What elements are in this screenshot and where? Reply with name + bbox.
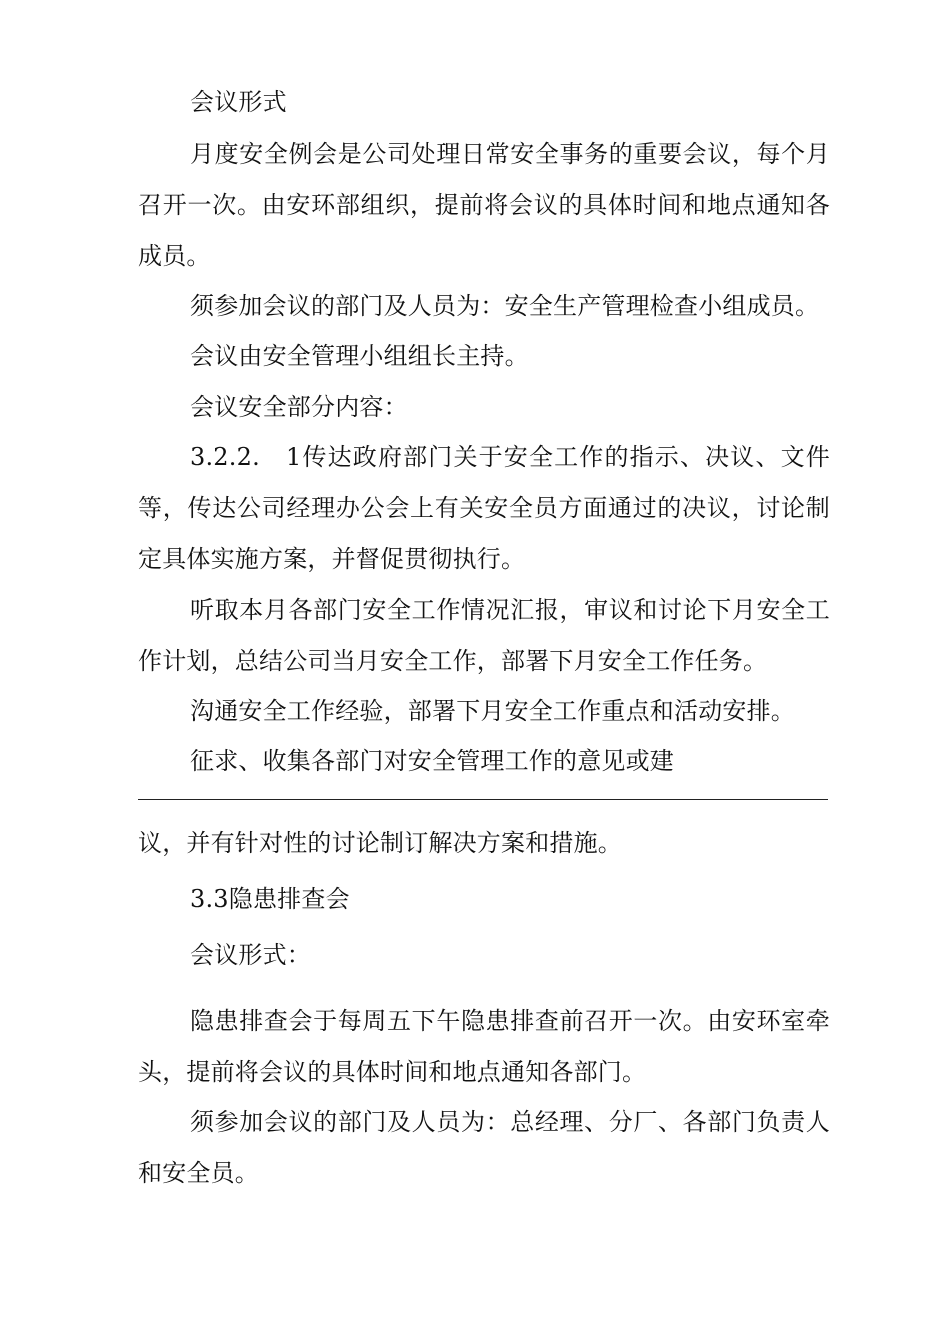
hazard-meeting-attendees: 须参加会议的部门及人员为：总经理、分厂、各部门负责人和安全员。 [138, 1108, 830, 1187]
content-item-4-part1: 征求、收集各部门对安全管理工作的意见或建 [190, 747, 674, 775]
meeting-form-heading: 会议形式 [190, 88, 287, 116]
monthly-meeting-attendees: 须参加会议的部门及人员为：安全生产管理检查小组成员。 [190, 292, 820, 320]
content-item-1: 3.2.2. 1传达政府部门关于安全工作的指示、决议、文件等，传达公司经理办公会上有关安全员方面通过的决议，讨论制定具体实施方案，并督促贯彻执行。 [138, 443, 830, 573]
monthly-meeting-chair: 会议由安全管理小组组长主持。 [190, 342, 529, 370]
hazard-meeting-form-heading: 会议形式： [190, 941, 311, 969]
page-break-divider [138, 799, 828, 800]
meeting-content-heading: 会议安全部分内容： [190, 393, 408, 421]
hazard-meeting-intro: 隐患排查会于每周五下午隐患排查前召开一次。由安环室牵头，提前将会议的具体时间和地点通知各部门。 [138, 1007, 830, 1086]
content-item-2: 听取本月各部门安全工作情况汇报，审议和讨论下月安全工作计划，总结公司当月安全工作，部署下月安全工作任务。 [138, 596, 830, 675]
section-3-3-title: 3.3隐患排查会 [190, 885, 350, 913]
content-item-3: 沟通安全工作经验，部署下月安全工作重点和活动安排。 [190, 697, 795, 725]
monthly-meeting-intro: 月度安全例会是公司处理日常安全事务的重要会议，每个月召开一次。由安环部组织，提前将会议的具体时间和地点通知各成员。 [138, 140, 830, 270]
content-item-4-part2: 议，并有针对性的讨论制订解决方案和措施。 [138, 829, 622, 857]
